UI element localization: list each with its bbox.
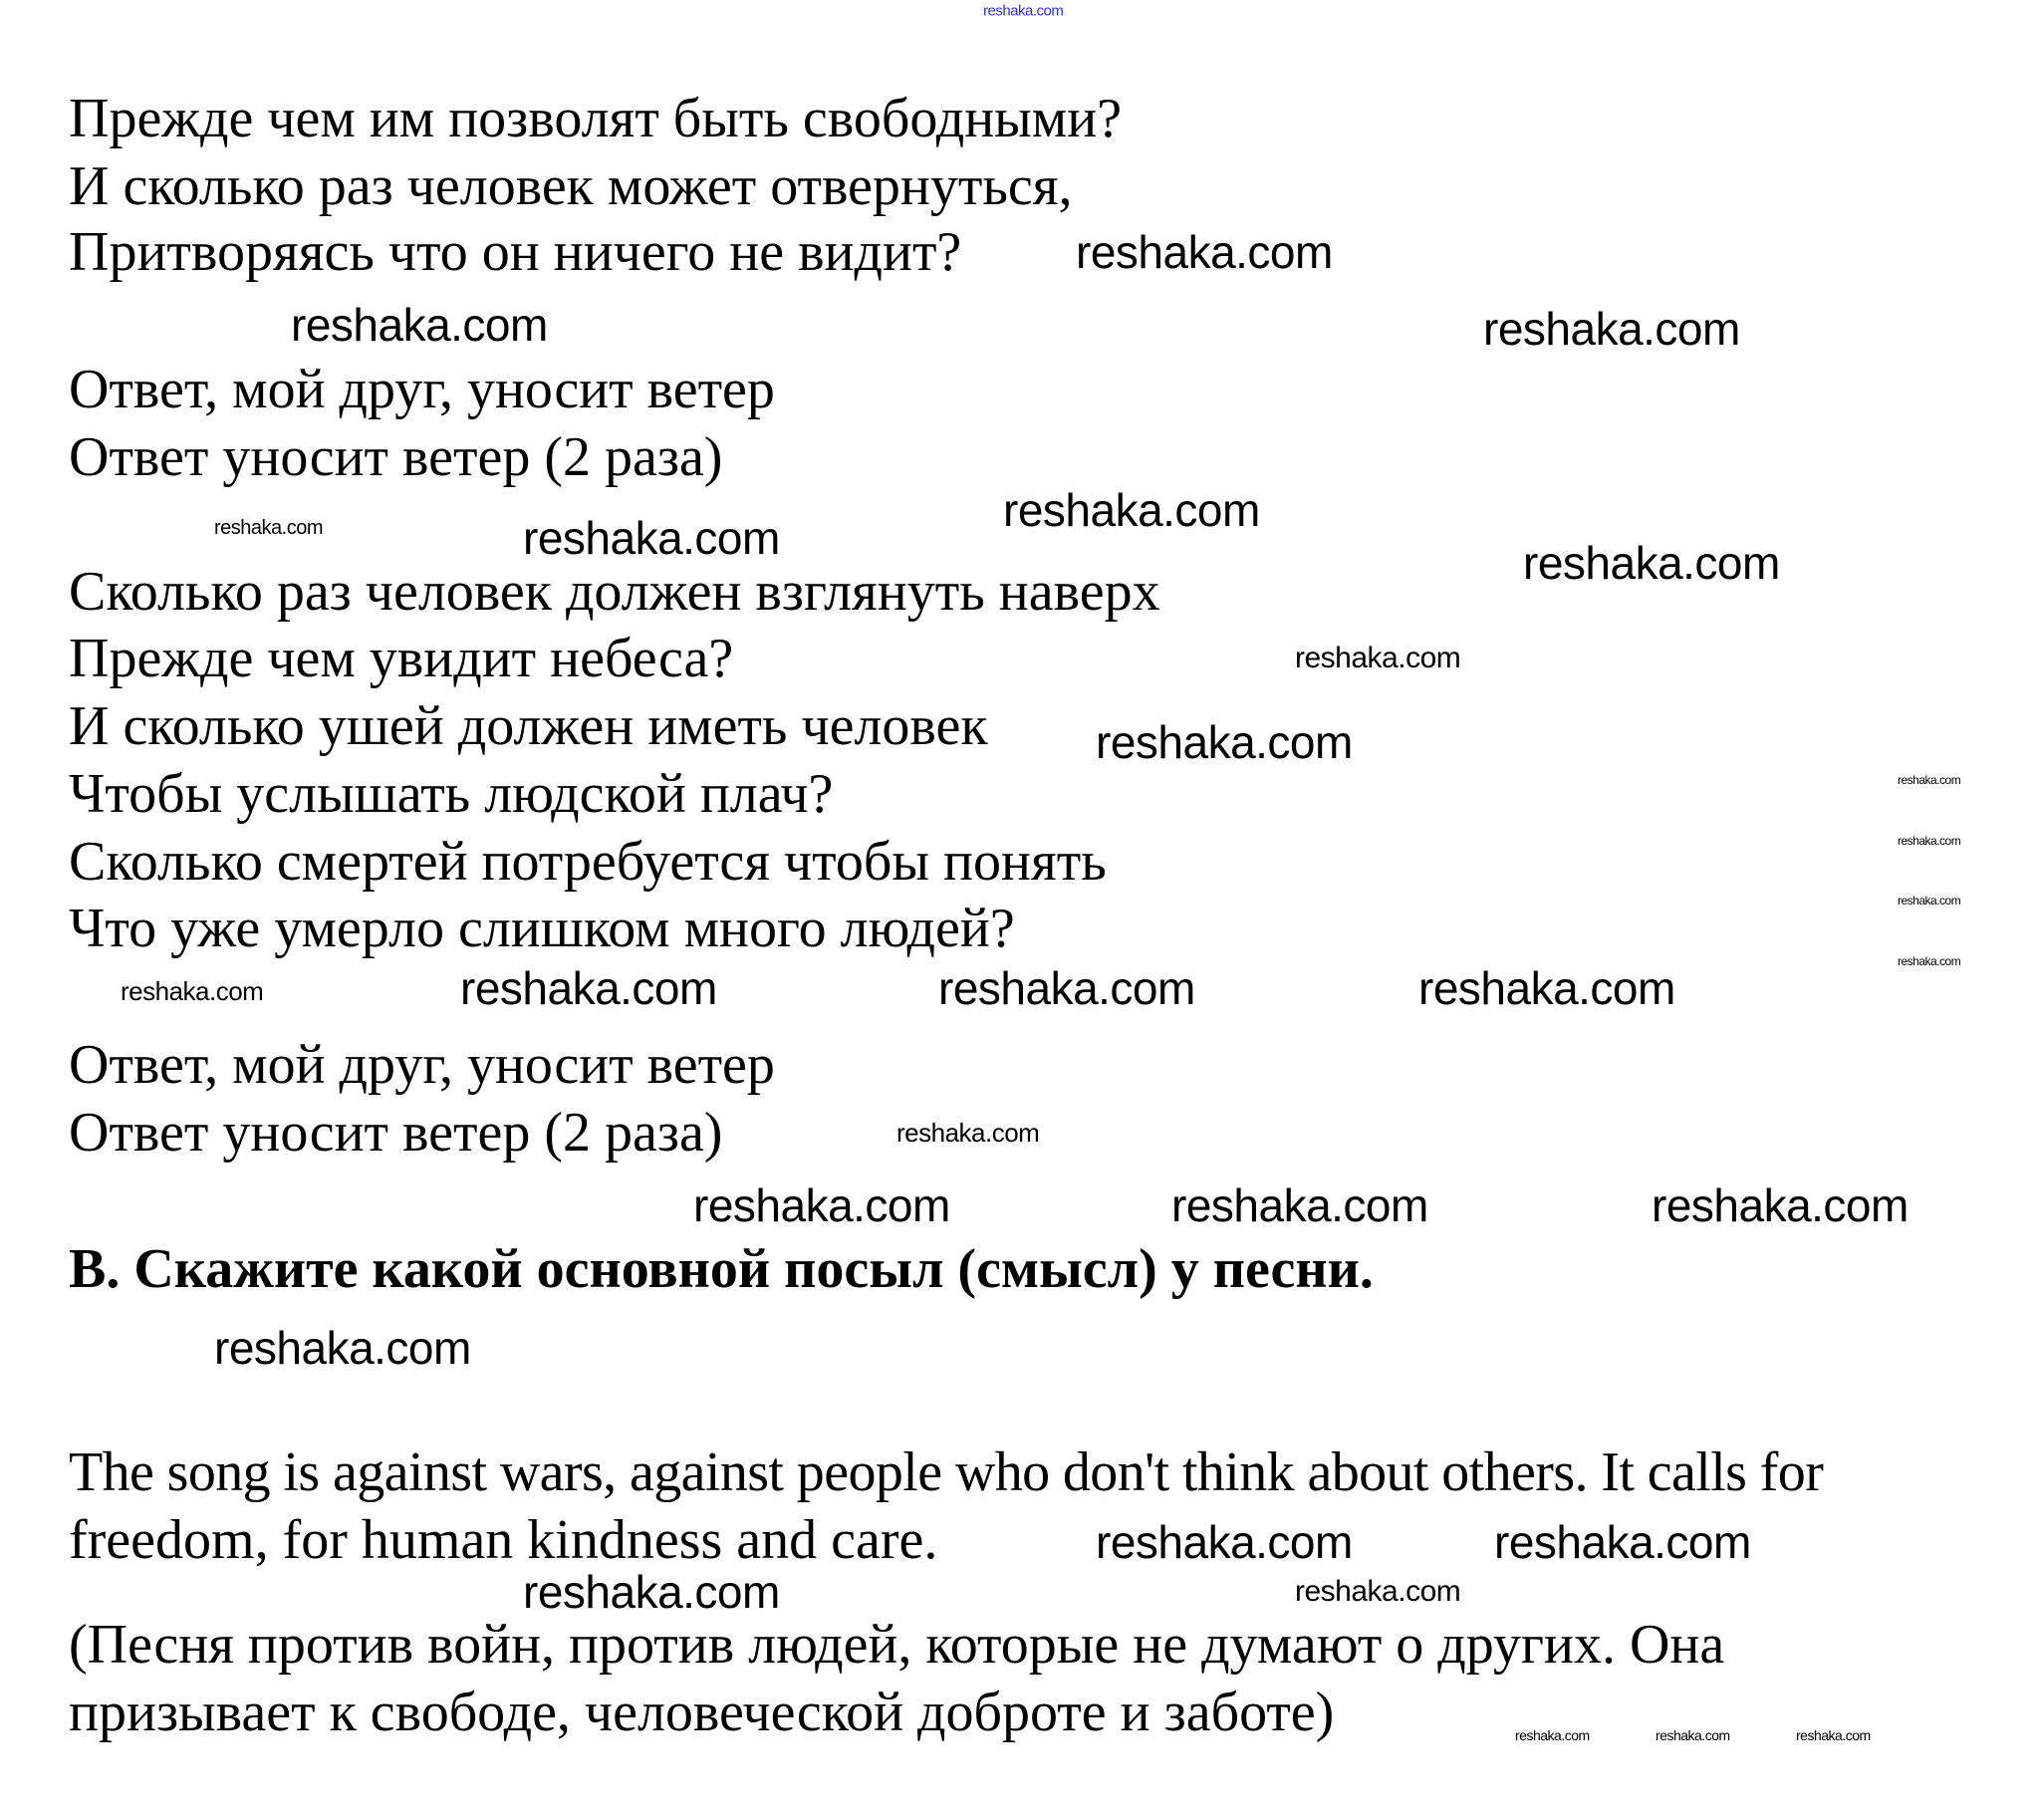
chorus-line: Ответ, мой друг, уносит ветер [69, 1034, 775, 1096]
watermark: reshaka.com [938, 962, 1195, 1014]
watermark: reshaka.com [214, 517, 323, 539]
watermark: reshaka.com [1898, 834, 1961, 848]
verse-line: Сколько раз человек должен взглянуть наверх [69, 561, 1160, 623]
watermark: reshaka.com [983, 2, 1064, 20]
watermark: reshaka.com [1295, 642, 1461, 674]
watermark: reshaka.com [1295, 1575, 1461, 1608]
watermark: reshaka.com [1171, 1179, 1428, 1231]
watermark: reshaka.com [693, 1179, 950, 1231]
chorus-line: Ответ, мой друг, уносит ветер [69, 359, 775, 420]
chorus-line: Ответ уносит ветер (2 раза) [69, 1102, 723, 1164]
watermark: reshaka.com [1652, 1179, 1909, 1231]
watermark: reshaka.com [523, 512, 780, 564]
watermark: reshaka.com [1898, 954, 1961, 968]
task-heading: B. Скажите какой основной посыл (смысл) у песни. [69, 1238, 1374, 1300]
watermark: reshaka.com [523, 1566, 780, 1618]
watermark: reshaka.com [460, 962, 717, 1014]
answer-russian: (Песня против войн, против людей, которые не думают о других. Она [69, 1614, 1725, 1676]
watermark: reshaka.com [1523, 537, 1780, 589]
watermark: reshaka.com [896, 1118, 1040, 1148]
verse-line: Прежде чем увидит небеса? [69, 628, 734, 689]
watermark: reshaka.com [291, 299, 548, 351]
watermark: reshaka.com [1898, 773, 1961, 787]
watermark: reshaka.com [1494, 1516, 1751, 1568]
watermark: reshaka.com [1003, 484, 1260, 536]
watermark: reshaka.com [1515, 1727, 1590, 1743]
watermark: reshaka.com [1076, 226, 1333, 278]
watermark: reshaka.com [1096, 716, 1353, 768]
answer-english: freedom, for human kindness and care. [69, 1509, 938, 1571]
verse-line: Прежде чем им позволят быть свободными? [69, 88, 1123, 149]
watermark: reshaka.com [1656, 1727, 1730, 1743]
watermark: reshaka.com [1483, 303, 1740, 355]
verse-line: Что уже умерло слишком много людей? [69, 898, 1015, 959]
verse-line: И сколько ушей должен иметь человек [69, 695, 988, 757]
watermark: reshaka.com [121, 976, 264, 1006]
answer-english: The song is against wars, against people who don't think about others. It calls for [69, 1441, 1824, 1503]
chorus-line: Ответ уносит ветер (2 раза) [69, 426, 723, 488]
verse-line: Чтобы услышать людской плач? [69, 763, 834, 825]
verse-line: Сколько смертей потребуется чтобы понять [69, 831, 1107, 893]
watermark: reshaka.com [1096, 1516, 1353, 1568]
watermark: reshaka.com [1418, 962, 1675, 1014]
watermark: reshaka.com [1796, 1727, 1871, 1743]
answer-russian: призывает к свободе, человеческой доброте и заботе) [69, 1682, 1335, 1743]
verse-line: Притворяясь что он ничего не видит? [69, 221, 962, 283]
verse-line: И сколько раз человек может отвернуться, [69, 155, 1073, 217]
watermark: reshaka.com [1898, 894, 1961, 908]
watermark: reshaka.com [214, 1322, 471, 1374]
